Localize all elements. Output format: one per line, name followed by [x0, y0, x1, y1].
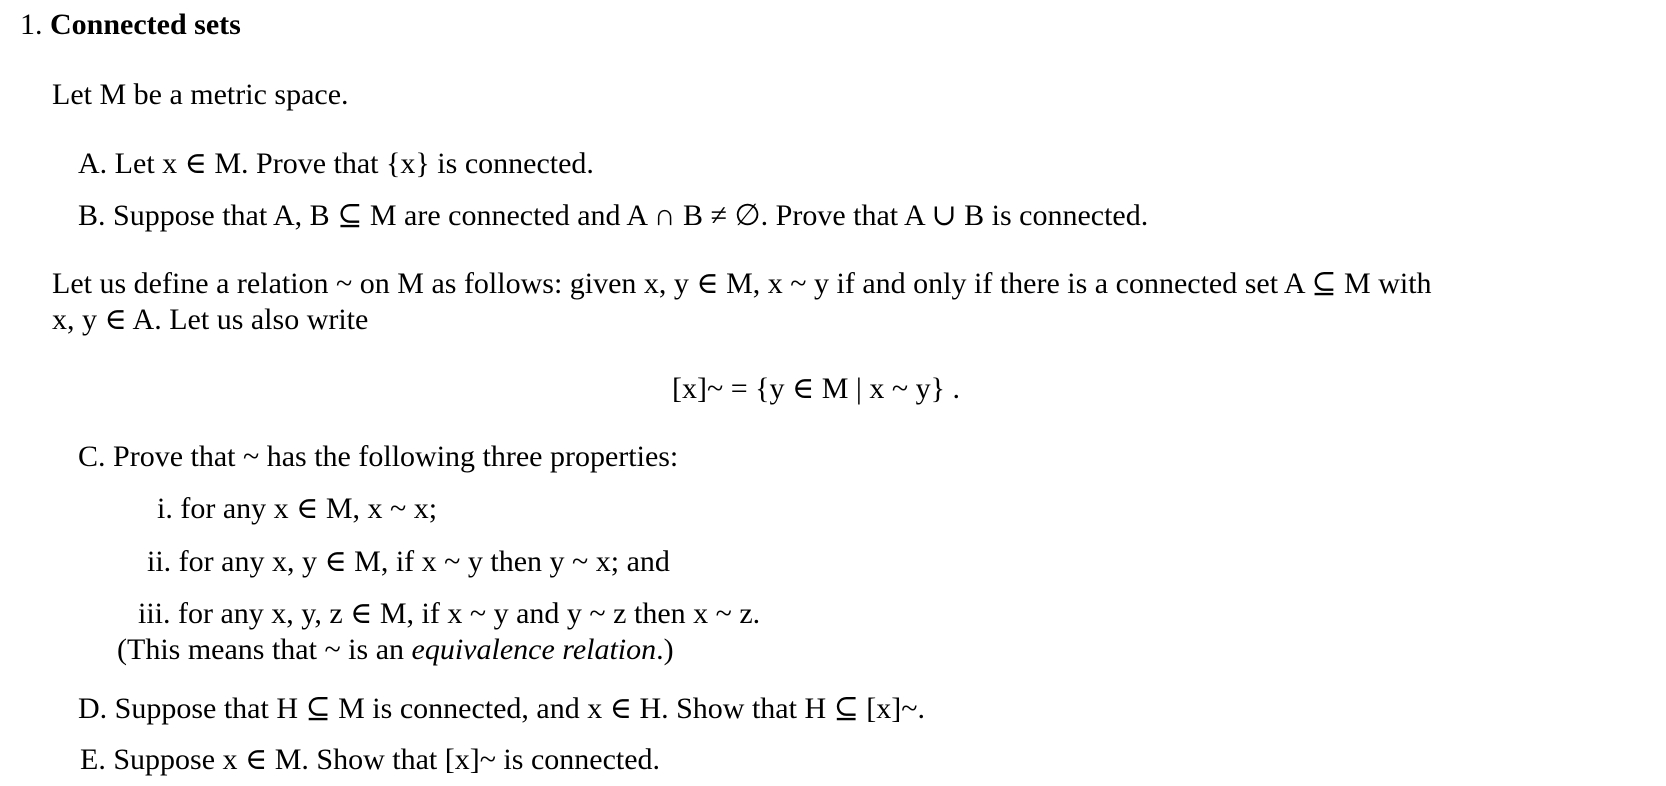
item-label: D.: [78, 692, 108, 725]
problem-item-b: [78, 197, 1148, 235]
item-text: Suppose that H ⊆ M is connected, and x ∈ H. Show that H ⊆ [x]~.: [114, 692, 925, 725]
section-heading: [20, 6, 241, 44]
definition-line-2: x, y ∈ A. Let us also write: [52, 303, 369, 336]
property-i: [157, 490, 437, 528]
property-label: ii.: [147, 545, 172, 578]
display-equation: [x]~ = {y ∈ M | x ~ y} .: [672, 372, 961, 405]
definition-line-1: Let us define a relation ~ on M as follows: given x, y ∈ M, x ~ y if and only if there is a connected set A ⊆ M with: [52, 267, 1432, 300]
property-label: i.: [157, 492, 173, 525]
equivalence-note: [117, 631, 674, 669]
note-emphasis: equivalence relation: [411, 633, 657, 666]
property-ii: [147, 543, 670, 581]
property-iii: [138, 595, 760, 633]
property-text: for any x ∈ M, x ~ x;: [180, 492, 438, 525]
intro-text: Let M be a metric space.: [52, 78, 349, 111]
item-label: B.: [78, 199, 106, 232]
property-label: iii.: [138, 597, 171, 630]
property-text: for any x, y ∈ M, if x ~ y then y ~ x; and: [178, 545, 670, 578]
item-text: Prove that ~ has the following three properties:: [113, 440, 679, 473]
section-title: Connected sets: [50, 8, 241, 41]
note-suffix: .): [656, 633, 674, 666]
problem-item-d: [78, 690, 925, 728]
note-prefix: (This means that ~ is an: [117, 633, 412, 666]
item-text: Suppose that A, B ⊆ M are connected and A ∩ B ≠ ∅. Prove that A ∪ B is connected.: [113, 199, 1149, 232]
section-number: 1.: [20, 8, 43, 41]
property-text: for any x, y, z ∈ M, if x ~ y and y ~ z then x ~ z.: [178, 597, 761, 630]
item-label: C.: [78, 440, 106, 473]
problem-item-c: [78, 438, 678, 476]
problem-item-a: [78, 145, 594, 183]
problem-item-e: [80, 741, 660, 779]
item-label: E.: [80, 743, 106, 776]
item-text: Suppose x ∈ M. Show that [x]~ is connected.: [113, 743, 661, 776]
item-text: Let x ∈ M. Prove that {x} is connected.: [114, 147, 594, 180]
item-label: A.: [78, 147, 108, 180]
